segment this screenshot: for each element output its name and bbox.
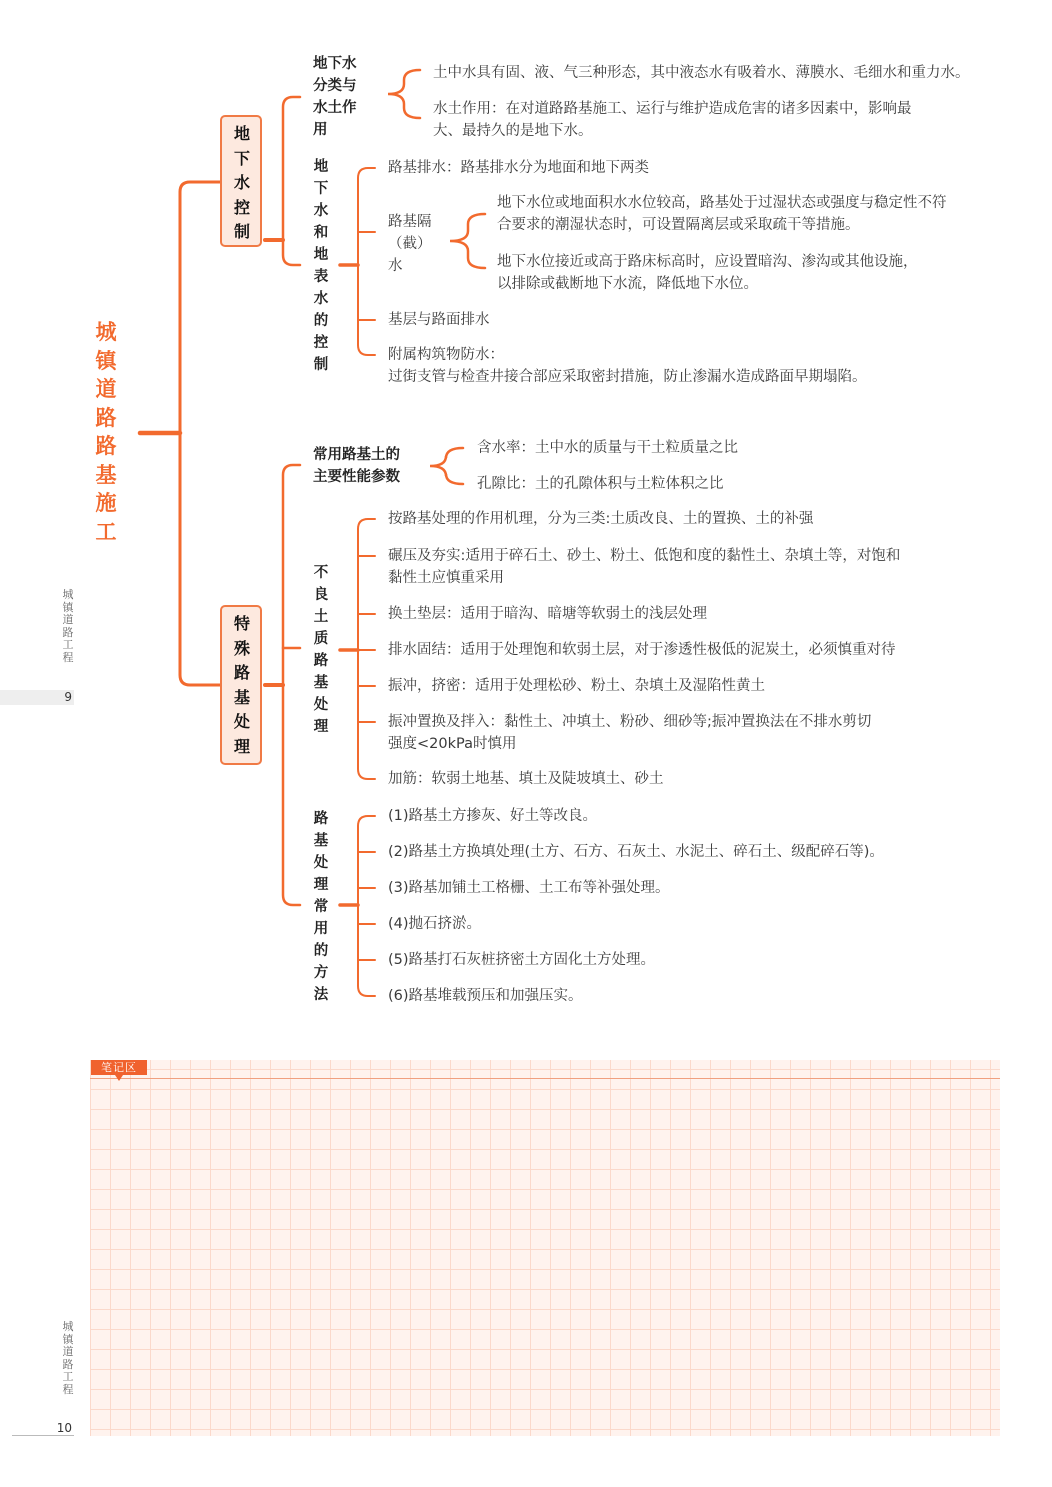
topic-water-control: 地下水和地表水的控制 bbox=[313, 159, 329, 373]
methods-bracket bbox=[358, 816, 375, 996]
notes-grid-area[interactable] bbox=[90, 1060, 1000, 1436]
notes-label-pointer bbox=[115, 1075, 123, 1081]
list-item: 加筋：软弱土地基、填土及陡坡填土、砂土 bbox=[388, 771, 664, 787]
parameters-brace bbox=[430, 448, 463, 484]
list-item: 振冲，挤密：适用于处理松砂、粉土、杂填土及湿陷性黄土 bbox=[388, 678, 765, 694]
list-item: (4)抛石挤淤。 bbox=[388, 916, 482, 932]
notes-label: 笔记区 bbox=[91, 1060, 147, 1075]
list-item: (2)路基土方换填处理(土方、石方、石灰土、水泥土、碎石土、级配碎石等)。 bbox=[388, 844, 884, 860]
isolation-brace bbox=[450, 214, 485, 268]
page-number: 9 bbox=[0, 690, 74, 705]
topic-common-methods: 路基处理常用的方法 bbox=[313, 811, 329, 1003]
root-bracket bbox=[180, 182, 220, 685]
list-item: (6)路基堆载预压和加强压实。 bbox=[388, 988, 583, 1004]
list-item: 碾压及夯实:适用于碎石土、砂土、粉土、低饱和度的黏性土、杂填土等，对饱和 黏性土应慎重采用 bbox=[388, 548, 901, 586]
list-item: 水土作用：在对道路路基施工、运行与维护造成危害的诸多因素中，影响最 大、最持久的是地下水。 bbox=[433, 101, 912, 139]
branch-special-subgrade: 特殊路基处理 bbox=[220, 605, 262, 765]
water-control-bracket bbox=[358, 168, 375, 355]
list-item: (1)路基土方掺灰、好土等改良。 bbox=[388, 808, 598, 824]
sub-topic-isolation: 路基隔 （截） 水 bbox=[388, 214, 432, 274]
side-section-title: 城镇道路工程 bbox=[62, 1320, 74, 1396]
branch1-bracket bbox=[283, 97, 300, 265]
branch2-bracket bbox=[283, 465, 300, 905]
list-item: 基层与路面排水 bbox=[388, 312, 490, 328]
list-item: 按路基处理的作用机理，分为三类:土质改良、土的置换、土的补强 bbox=[388, 511, 814, 527]
list-item: 振冲置换及拌入：黏性土、冲填土、粉砂、细砂等;振冲置换法在不排水剪切 强度<20kPa时慎用 bbox=[388, 714, 872, 752]
list-item: 排水固结：适用于处理饱和软弱土层，对于渗透性极低的泥炭土，必须慎重对待 bbox=[388, 642, 896, 658]
list-item: 含水率：土中水的质量与干土粒质量之比 bbox=[477, 440, 738, 456]
list-item: 地下水位或地面积水水位较高，路基处于过湿状态或强度与稳定性不符 合要求的潮湿状态时，可设置隔离层或采取疏干等措施。 bbox=[497, 195, 947, 233]
classification-brace bbox=[388, 70, 420, 118]
branch-groundwater-control: 地下水控制 bbox=[220, 115, 262, 247]
list-item: 地下水位接近或高于路床标高时，应设置暗沟、渗沟或其他设施， 以排除或截断地下水流，降低地下水位。 bbox=[497, 254, 918, 292]
list-item: 土中水具有固、液、气三种形态，其中液态水有吸着水、薄膜水、毛细水和重力水。 bbox=[433, 65, 970, 81]
list-item: (3)路基加铺土工格栅、土工布等补强处理。 bbox=[388, 880, 670, 896]
root-topic: 城镇道路路基施工 bbox=[95, 320, 117, 544]
side-section-title: 城镇道路工程 bbox=[62, 588, 74, 664]
topic-soil-parameters: 常用路基土的 主要性能参数 bbox=[313, 447, 400, 485]
topic-groundwater-classification: 地下水 分类与 水土作 用 bbox=[313, 56, 357, 138]
list-item: 换土垫层：适用于暗沟、暗塘等软弱土的浅层处理 bbox=[388, 606, 707, 622]
list-item: 附属构筑物防水： 过街支管与检查井接合部应采取密封措施，防止渗漏水造成路面早期塌陷。 bbox=[388, 347, 867, 385]
list-item: 孔隙比：土的孔隙体积与土粒体积之比 bbox=[477, 476, 724, 492]
list-item: (5)路基打石灰桩挤密土方固化土方处理。 bbox=[388, 952, 656, 968]
notes-header-line bbox=[90, 1078, 1000, 1079]
topic-poor-soil-treatment: 不良土质路基处理 bbox=[313, 565, 329, 735]
list-item: 路基排水：路基排水分为地面和地下两类 bbox=[388, 160, 649, 176]
page-number: 10 bbox=[12, 1421, 74, 1436]
